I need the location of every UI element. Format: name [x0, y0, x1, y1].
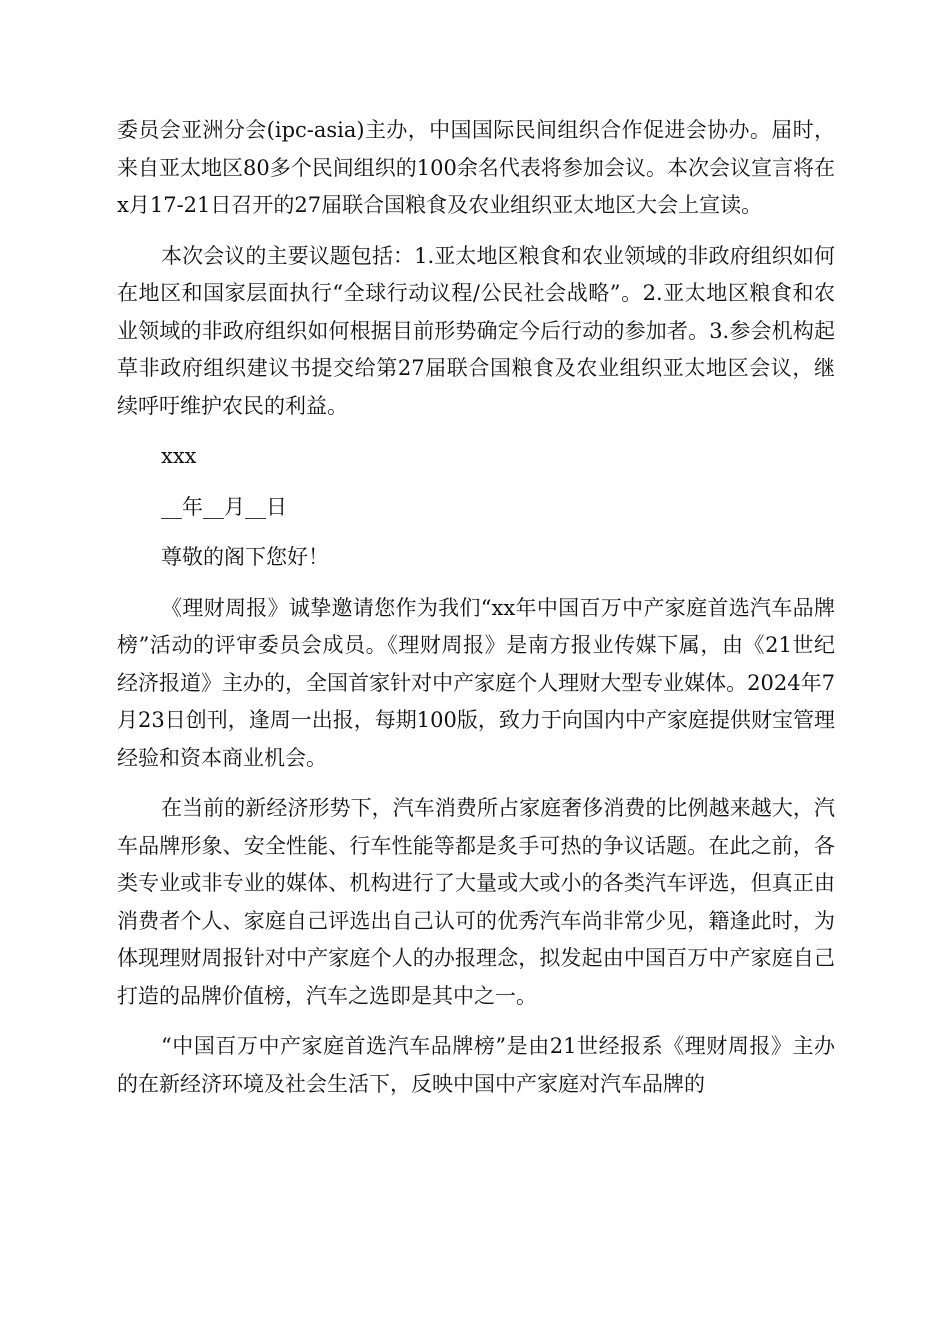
- document-body: [117, 112, 835, 1116]
- letter-salutation: 尊敬的阁下您好！: [161, 545, 329, 569]
- paragraph-ranking-description: “中国百万中产家庭首选汽车品牌榜”是由21世经报系《理财周报》主办的在新经济环境及社会生活下，反映中国中产家庭对汽车品牌的: [117, 1034, 835, 1096]
- paragraph-conference-topics: 本次会议的主要议题包括：1.亚太地区粮食和农业领域的非政府组织如何在地区和国家层面执行“全球行动议程/公民社会战略”。2.亚太地区粮食和农业领域的非政府组织如何根据目前形势确定今后行动的参加者。3.参会机构起草非政府组织建议书提交给第27届联合国粮食及农业组织亚太地区会议，继续呼吁维护农民的利益。: [117, 243, 835, 418]
- paragraph-conference-organizers: 委员会亚洲分会(ipc-asia)主办，中国国际民间组织合作促进会协办。届时，来自亚太地区80多个民间组织的100余名代表将参加会议。本次会议宣言将在x月17-21日召开的27届联合国粮食及农业组织亚太地区大会上宣读。: [117, 118, 835, 217]
- paragraph-economic-context: 在当前的新经济形势下，汽车消费所占家庭奢侈消费的比例越来越大，汽车品牌形象、安全性能、行车性能等都是炙手可热的争议话题。在此之前，各类专业或非专业的媒体、机构进行了大量或大或小的各类汽车评选，但真正由消费者个人、家庭自己评选出自己认可的优秀汽车尚非常少见，籍逢此时，为体现理财周报针对中产家庭个人的办报理念，拟发起由中国百万中产家庭自己打造的品牌价值榜，汽车之选即是其中之一。: [117, 796, 835, 1008]
- paragraph-invitation: 《理财周报》诚挚邀请您作为我们“xx年中国百万中产家庭首选汽车品牌榜”活动的评审委员会成员。《理财周报》是南方报业传媒下属，由《21世纪经济报道》主办的，全国首家针对中产家庭个人理财大型专业媒体。2024年7月23日创刊，逢周一出报，每期100版，致力于向国内中产家庭提供财宝管理经验和资本商业机会。: [117, 595, 835, 770]
- signature-name: xxx: [161, 444, 197, 468]
- signature-date: __年__月__日: [161, 494, 287, 519]
